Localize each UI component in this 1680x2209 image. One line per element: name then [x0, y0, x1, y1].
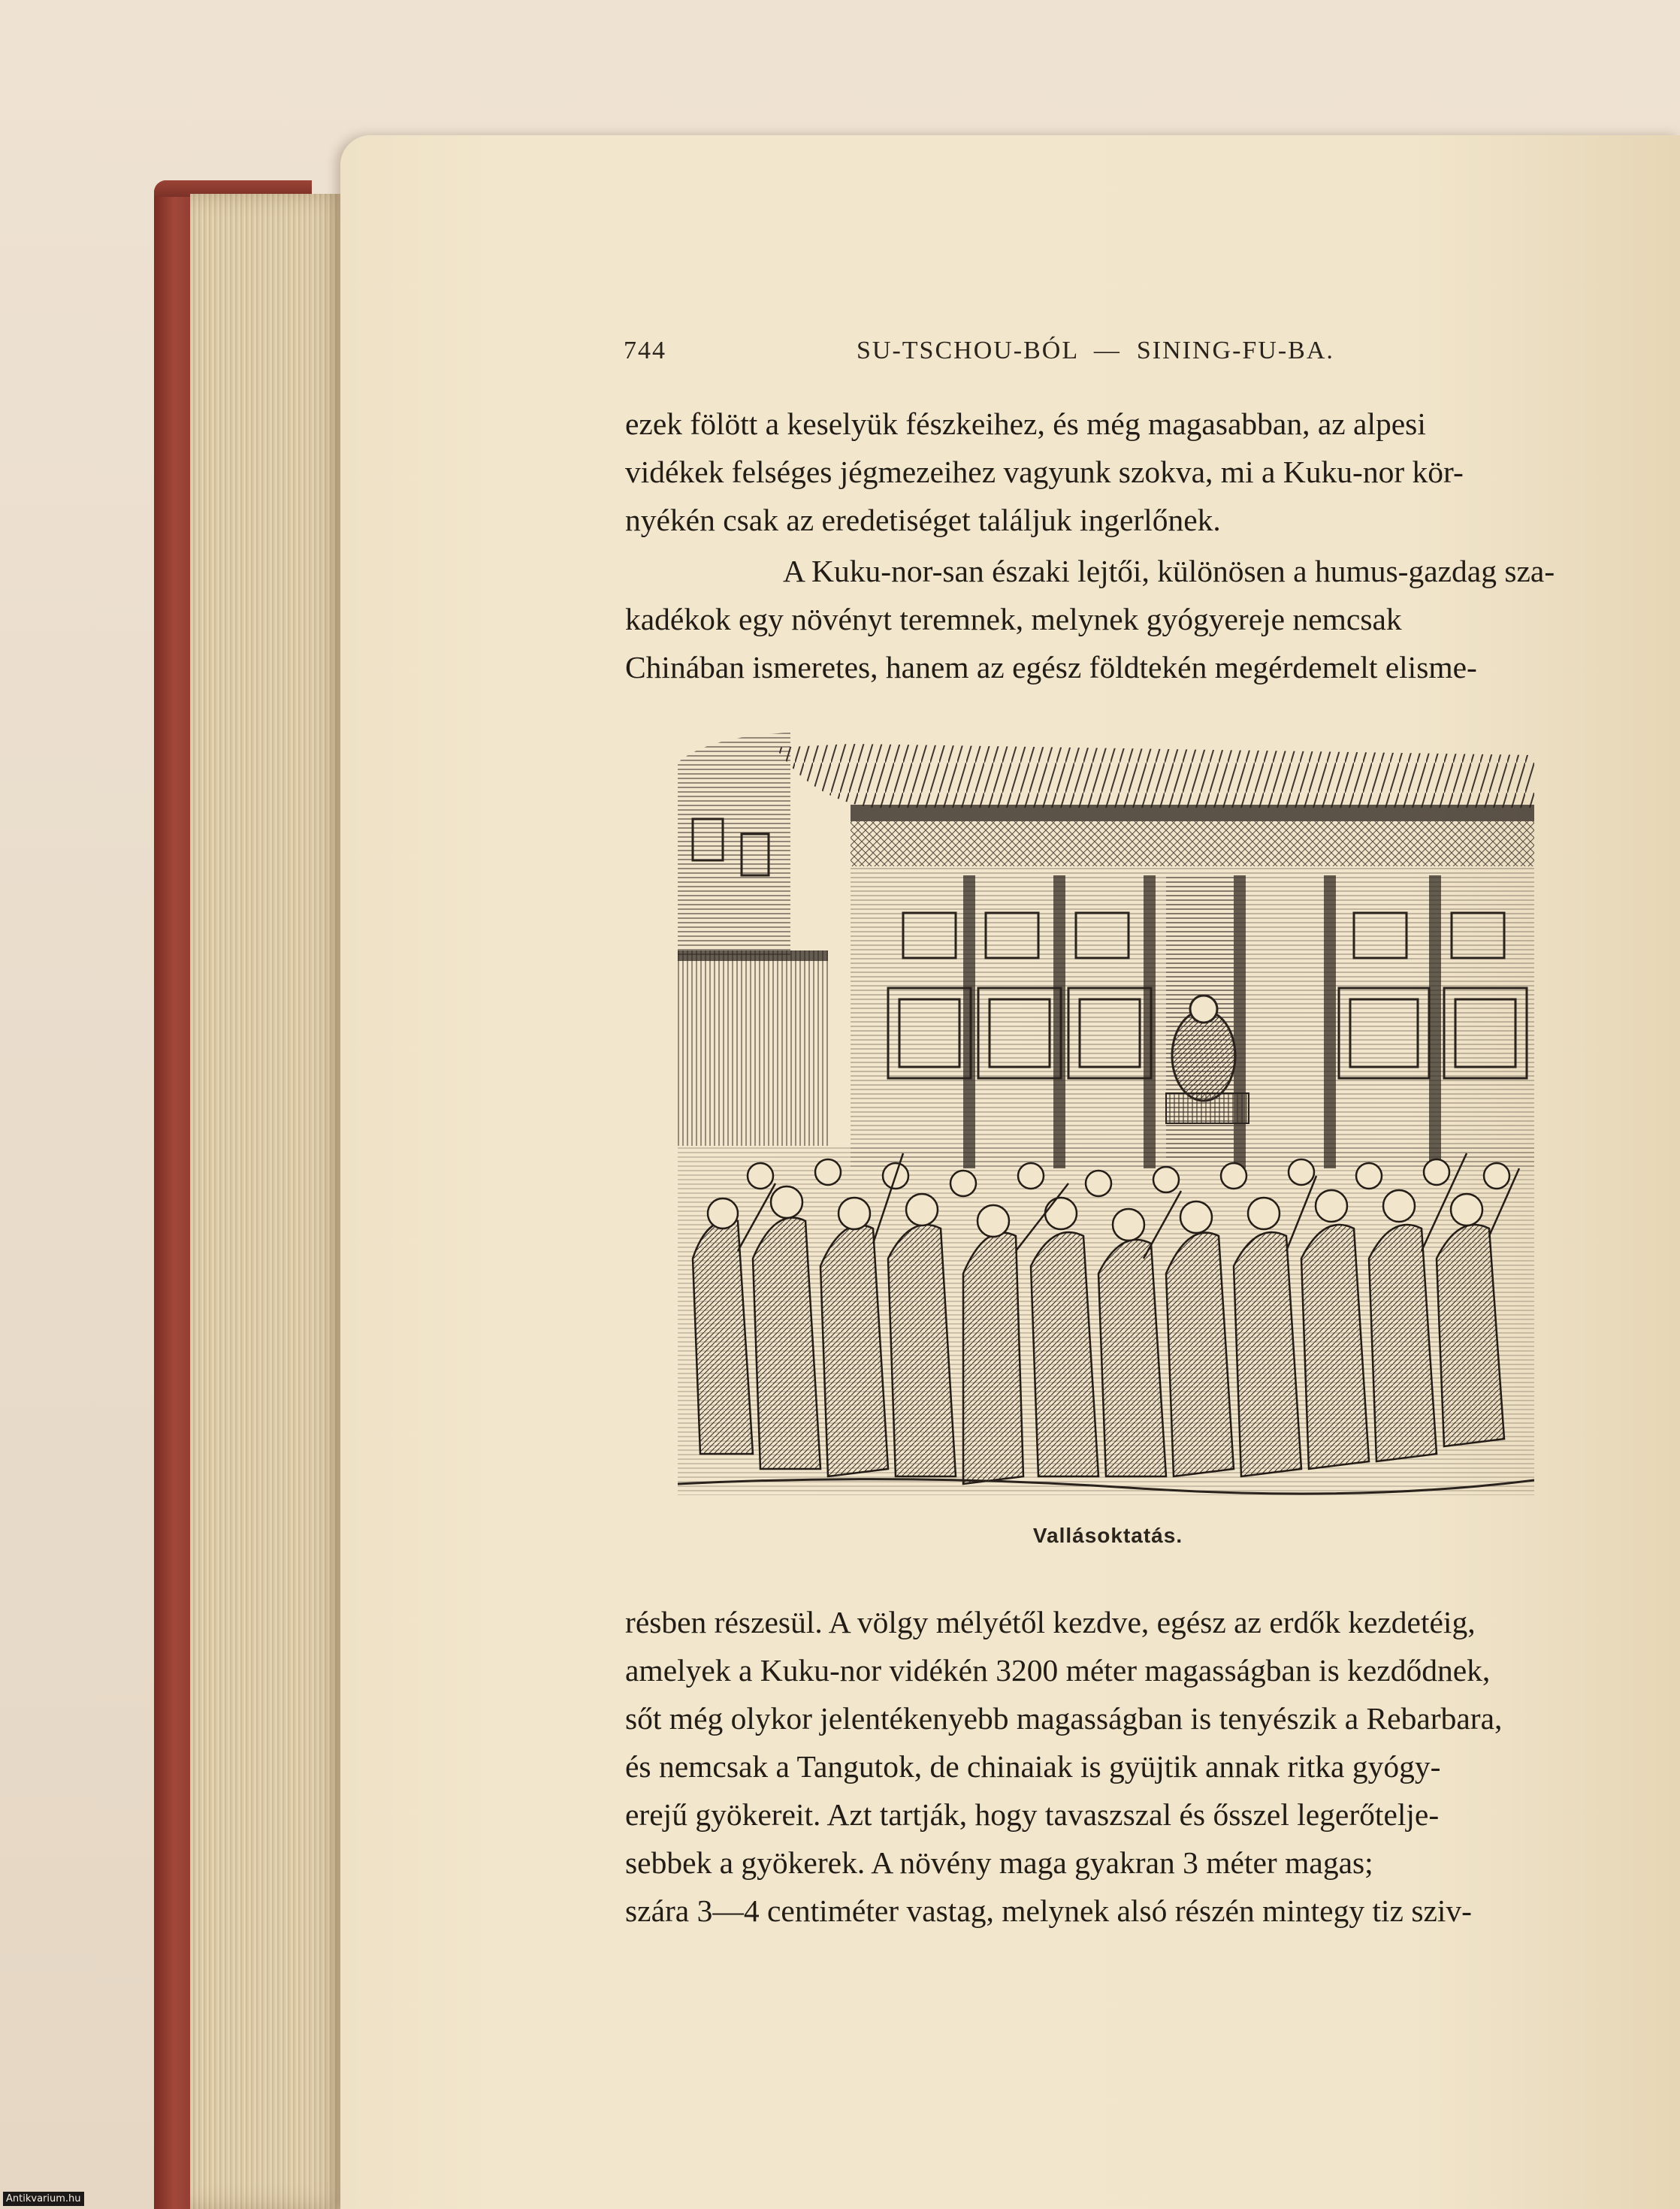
text-line: vidékek felséges jégmezeihez vagyunk szokva, mi a Kuku-nor kör-: [625, 455, 1464, 489]
page-edges: [190, 194, 348, 2209]
text-line: sebbek a gyökerek. A növény maga gyakran 3 méter magas;: [625, 1845, 1373, 1880]
figure-caption: Vallásoktatás.: [1032, 1524, 1183, 1547]
engraving-figure: [678, 733, 1534, 1547]
paragraph-top: [625, 400, 1602, 544]
text-line: szára 3—4 centiméter vastag, melynek alsó részén mintegy tiz sziv-: [625, 1893, 1473, 1928]
engraving-illustration: [678, 733, 1534, 1495]
text-line: kadékok egy növényt teremnek, melynek gyógyereje nemcsak: [625, 602, 1402, 636]
text-line: és nemcsak a Tangutok, de chinaiak is gyüjtik annak ritka gyógy-: [625, 1749, 1441, 1784]
text-line: sőt még olykor jelentékenyebb magasságban is tenyészik a Rebarbara,: [625, 1701, 1503, 1736]
text-line: erejű gyökereit. Azt tartják, hogy tavaszszal és ősszel legerőtelje-: [625, 1797, 1440, 1832]
paragraph-second: [625, 547, 1602, 691]
text-line: nyékén csak az eredetiséget találjuk ingerlőnek.: [625, 503, 1221, 537]
page-header: [0, 195, 1680, 364]
page-number: 744: [624, 337, 666, 364]
text-line: Chinában ismeretes, hanem az egész földtekén megérdemelt elisme-: [625, 650, 1477, 684]
running-title: SU-TSCHOU-BÓL — SINING-FU-BA.: [857, 337, 1334, 364]
text-line: ezek fölött a keselyük fészkeihez, és még magasabban, az alpesi: [625, 406, 1426, 441]
paragraph-bottom: [625, 1598, 1602, 1935]
text-line: A Kuku-nor-san északi lejtői, különösen a humus-gazdag sza-: [783, 554, 1555, 588]
watermark: Antikvarium.hu: [3, 2192, 84, 2206]
text-line: résben részesül. A völgy mélyétől kezdve, egész az erdők kezdetéig,: [625, 1605, 1476, 1639]
text-line: amelyek a Kuku-nor vidékén 3200 méter magasságban is kezdődnek,: [625, 1653, 1491, 1688]
